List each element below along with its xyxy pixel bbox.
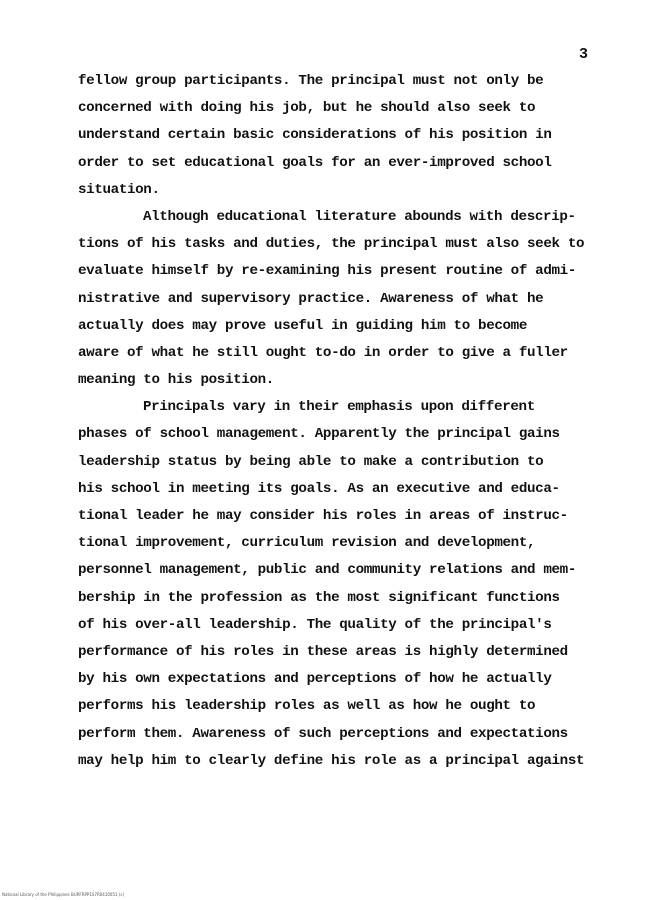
text-line: leadership status by being able to make a contribution to bbox=[78, 453, 544, 470]
text-line: nistrative and supervisory practice. Awareness of what he bbox=[78, 290, 544, 307]
text-line: his school in meeting its goals. As an executive and educa- bbox=[78, 480, 560, 497]
text-line: bership in the profession as the most significant functions bbox=[78, 589, 560, 606]
text-line: by his own expectations and perceptions of how he actually bbox=[78, 671, 552, 688]
text-line: aware of what he still ought to-do in order to give a fuller bbox=[78, 344, 568, 361]
text-line: actually does may prove useful in guiding him to become bbox=[78, 317, 528, 334]
text-line: concerned with doing his job, but he should also seek to bbox=[78, 100, 536, 117]
text-line: meaning to his position. bbox=[78, 372, 274, 389]
text-line: performs his leadership roles as well as how he ought to bbox=[78, 698, 536, 715]
archive-footer: National Library of the Philippines BURFRPP1S7R0410051 (c) bbox=[2, 892, 125, 897]
body-text bbox=[78, 68, 618, 775]
paragraph-start-line: Although educational literature abounds with descrip- bbox=[143, 208, 576, 225]
text-line bbox=[78, 68, 618, 95]
paragraph-start-line: Principals vary in their emphasis upon different bbox=[143, 399, 535, 416]
text-line: performance of his roles in these areas is highly determined bbox=[78, 643, 568, 660]
text-line: order to set educational goals for an ever-improved school bbox=[78, 154, 552, 171]
text-line: tional improvement, curriculum revision and development, bbox=[78, 535, 536, 552]
text-line: understand certain basic considerations of his position in bbox=[78, 127, 552, 144]
line-text: The principal must not only be bbox=[290, 73, 544, 89]
text-line: of his over-all leadership. The quality of the principal's bbox=[78, 616, 552, 633]
text-line: tions of his tasks and duties, the principal must also seek to bbox=[78, 236, 585, 253]
text-line: situation. bbox=[78, 181, 160, 198]
text-line: tional leader he may consider his roles in areas of instruc- bbox=[78, 508, 568, 524]
text-line: evaluate himself by re-examining his present routine of admi- bbox=[78, 263, 576, 280]
text-line: perform them. Awareness of such perceptions and expectations bbox=[78, 725, 568, 742]
text-line: phases of school management. Apparently the principal gains bbox=[78, 426, 560, 443]
text-line: personnel management, public and community relations and mem- bbox=[78, 562, 576, 579]
continued-phrase: fellow group participants. bbox=[78, 73, 291, 89]
page-number: 3 bbox=[579, 46, 589, 63]
text-line: may help him to clearly define his role as a principal against bbox=[78, 752, 585, 769]
